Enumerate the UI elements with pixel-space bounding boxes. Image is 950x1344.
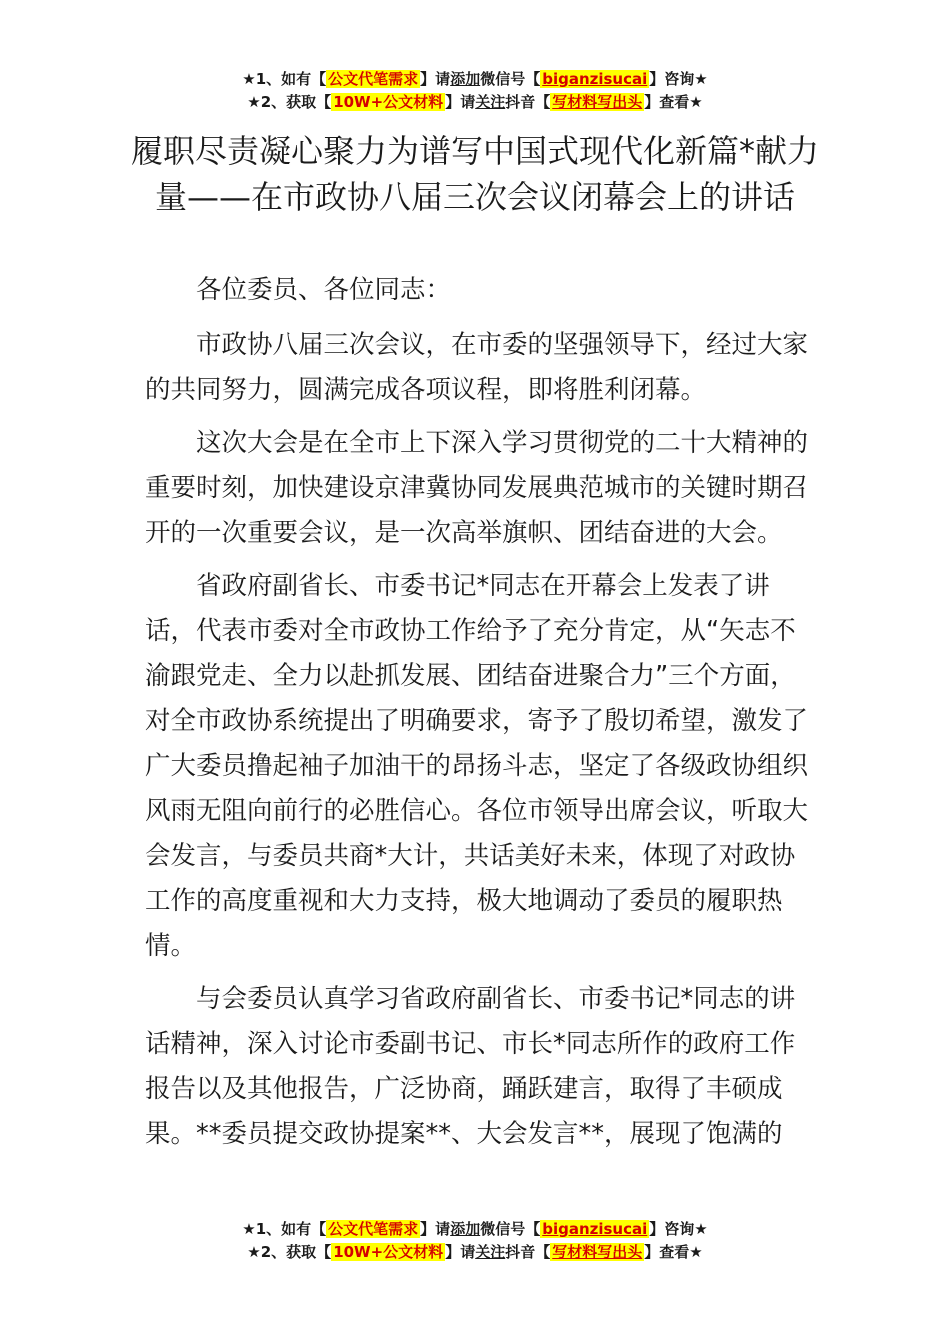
header-banner	[0, 68, 950, 114]
paragraph: 市政协八届三次会议，在市委的坚强领导下，经过大家的共同努力，圆满完成各项议程，即将胜利闭幕。	[145, 330, 809, 405]
banner-text: 】查看★	[644, 93, 703, 111]
paragraph: 这次大会是在全市上下深入学习贯彻党的二十大精神的重要时刻，加快建设京津冀协同发展典范城市的关键时期召开的一次重要会议，是一次高举旗帜、团结奋进的大会。	[145, 428, 809, 548]
banner-underline: 添加	[450, 1220, 481, 1238]
paragraph: 省政府副省长、市委书记*同志在开幕会上发表了讲话，代表市委对全市政协工作给予了充分肯定，从“矢志不渝跟党走、全力以赴抓发展、团结奋进聚合力”三个方面，对全市政协系统提出了明确要求，寄予了殷切希望，激发了广大委员撸起袖子加油干的昂扬斗志，坚定了各级政协组织风雨无阻向前行的必胜信心。各位市领导出席会议，听取大会发言，与委员共商*大计，共话美好未来，体现了对政协工作的高度重视和大力支持，极大地调动了委员的履职热情。	[145, 571, 809, 961]
banner-text: 】咨询★	[649, 70, 708, 88]
banner-line-2	[0, 91, 950, 114]
salutation: 各位委员、各位同志：	[196, 275, 452, 305]
banner-text: 】查看★	[644, 1243, 703, 1261]
banner-underline: 关注	[475, 93, 506, 111]
banner-underline: 关注	[475, 1243, 506, 1261]
banner-text: 微信号【	[480, 1220, 541, 1238]
paragraph: 与会委员认真学习省政府副省长、市委书记*同志的讲话精神，深入讨论市委副书记、市长*同志所作的政府工作报告以及其他报告，广泛协商，踊跃建言，取得了丰硕成果。**委员提交政协提案**、大会发言**，展现了饱满的	[145, 984, 796, 1149]
document-body	[145, 268, 810, 1165]
banner-text: ★2、获取【	[247, 93, 332, 111]
banner-line-1	[0, 68, 950, 91]
banner-highlight: 写材料写出头	[552, 93, 643, 111]
banner-line-2	[0, 1241, 950, 1264]
banner-highlight: 公文代笔需求	[328, 1220, 419, 1238]
document-title: 履职尽责凝心聚力为谱写中国式现代化新篇*献力量——在市政协八届三次会议闭幕会上的讲话	[130, 132, 819, 216]
banner-text: 】请	[445, 93, 476, 111]
footer-banner	[0, 1218, 950, 1264]
banner-highlight: biganzisucai	[542, 70, 648, 88]
banner-text: 抖音【	[505, 1243, 551, 1261]
banner-highlight: 10W+公文材料	[333, 1243, 444, 1261]
banner-line-1	[0, 1218, 950, 1241]
banner-text: ★1、如有【	[242, 70, 327, 88]
banner-text: 】请	[445, 1243, 476, 1261]
banner-text: 抖音【	[505, 93, 551, 111]
banner-highlight: 10W+公文材料	[333, 93, 444, 111]
banner-text: ★2、获取【	[247, 1243, 332, 1261]
banner-highlight: biganzisucai	[542, 1220, 648, 1238]
banner-text: 】请	[420, 1220, 451, 1238]
banner-highlight: 写材料写出头	[552, 1243, 643, 1261]
banner-text: 】请	[420, 70, 451, 88]
banner-text: 微信号【	[480, 70, 541, 88]
banner-text: ★1、如有【	[242, 1220, 327, 1238]
banner-text: 】咨询★	[649, 1220, 708, 1238]
banner-highlight: 公文代笔需求	[328, 70, 419, 88]
banner-underline: 添加	[450, 70, 481, 88]
